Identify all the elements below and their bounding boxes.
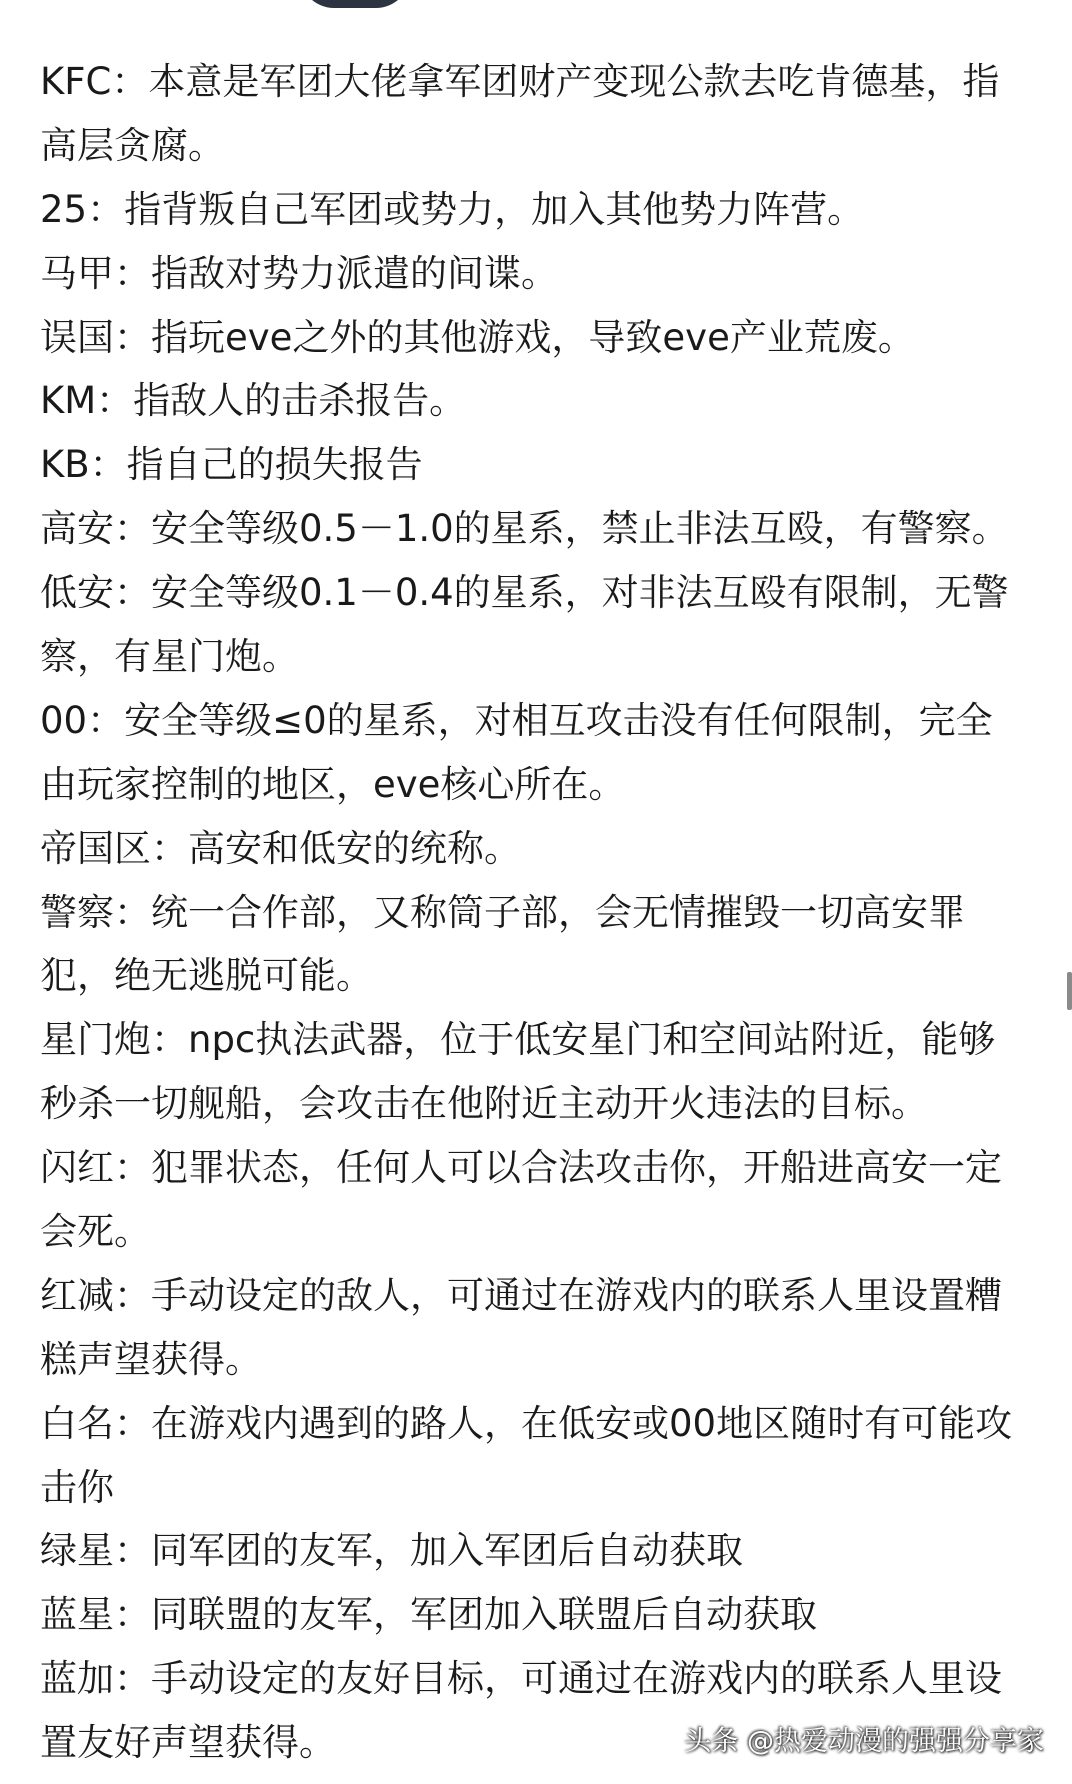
text-line: 犯，绝无逃脱可能。 [40, 954, 373, 998]
avatar [300, 0, 410, 8]
text-line: 置友好声望获得。 [40, 1721, 336, 1765]
text-line: KFC：本意是军团大佬拿军团财产变现公款去吃肯德基，指 [40, 60, 1000, 103]
text-line: 高层贪腐。 [40, 123, 225, 167]
text-line: 察，有星门炮。 [40, 635, 299, 679]
text-line: 秒杀一切舰船，会攻击在他附近主动开火违法的目标。 [40, 1082, 928, 1126]
text-line: 会死。 [40, 1210, 151, 1254]
scrollbar[interactable] [1067, 972, 1072, 1010]
text-line: 红减：手动设定的敌人，可通过在游戏内的联系人里设置糟 [40, 1273, 1002, 1317]
text-line: 低安：安全等级0.1－0.4的星系，对非法互殴有限制，无警 [40, 571, 1009, 615]
watermark: 头条 @热爱动漫的强强分享家 [684, 1726, 1044, 1757]
text-line: 25：指背叛自己军团或势力，加入其他势力阵营。 [40, 187, 865, 231]
text-line: 误国：指玩eve之外的其他游戏，导致eve产业荒废。 [40, 315, 915, 359]
text-line: 绿星：同军团的友军，加入军团后自动获取 [40, 1529, 743, 1573]
text-line: 警察：统一合作部，又称筒子部，会无情摧毁一切高安罪 [40, 890, 965, 934]
text-line: 白名：在游戏内遇到的路人，在低安或00地区随时有可能攻 [40, 1401, 1013, 1445]
text-line: 高安：安全等级0.5－1.0的星系，禁止非法互殴，有警察。 [40, 507, 1009, 551]
text-line: 帝国区：高安和低安的统称。 [40, 826, 521, 870]
text-line: 00：安全等级≤0的星系，对相互攻击没有任何限制，完全 [40, 698, 993, 742]
text-line: KB：指自己的损失报告 [40, 443, 423, 487]
text-line: 由玩家控制的地区，eve核心所在。 [40, 762, 626, 806]
glossary-text [40, 50, 1030, 1775]
text-line: 糕声望获得。 [40, 1337, 262, 1381]
text-line: 马甲：指敌对势力派遣的间谍。 [40, 251, 558, 295]
text-line: KM：指敌人的击杀报告。 [40, 379, 467, 423]
text-line: 蓝星：同联盟的友军，军团加入联盟后自动获取 [40, 1593, 817, 1637]
text-line: 蓝加：手动设定的友好目标，可通过在游戏内的联系人里设 [40, 1657, 1002, 1701]
text-line: 击你 [40, 1465, 114, 1509]
text-line: 闪红：犯罪状态，任何人可以合法攻击你，开船进高安一定 [40, 1146, 1002, 1190]
text-line: 星门炮：npc执法武器，位于低安星门和空间站附近，能够 [40, 1018, 996, 1062]
